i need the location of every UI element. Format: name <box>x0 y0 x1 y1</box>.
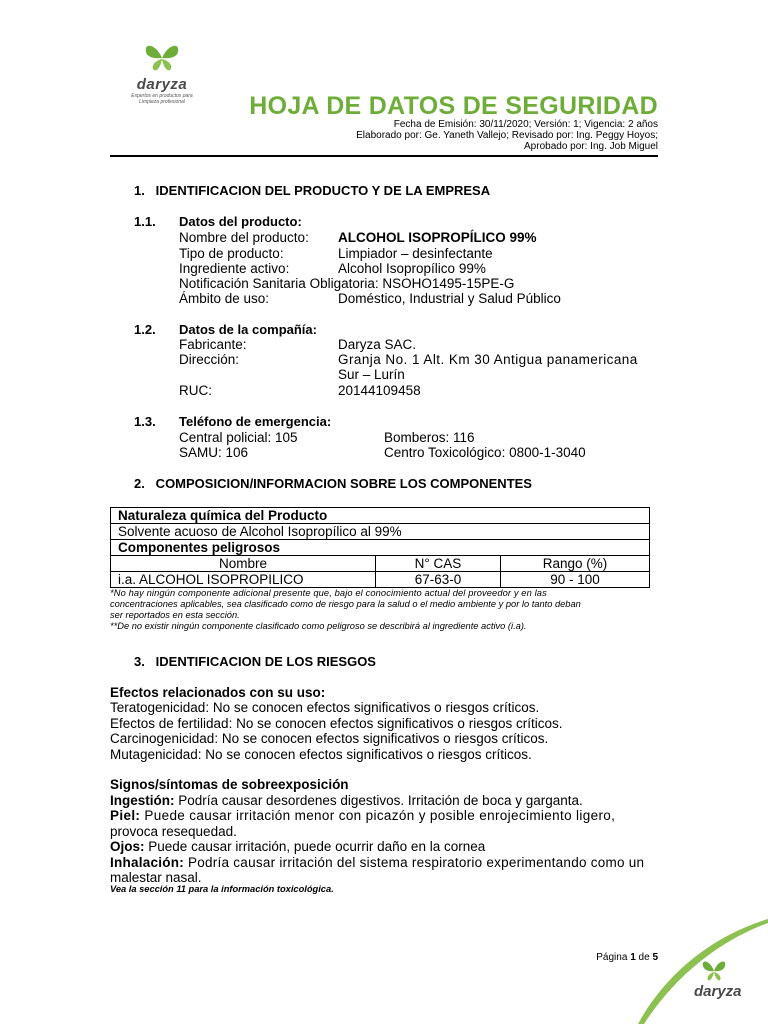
ruc-label: RUC: <box>179 383 212 398</box>
subsection-1-1-title: Datos del producto: <box>179 214 302 229</box>
ingestion-line <box>110 793 583 808</box>
skin-text: Puede causar irritación menor con picazón y posible enrojecimiento ligero, <box>144 808 616 823</box>
use-scope-label: Ámbito de uso: <box>179 291 270 306</box>
toxicology-reference: Vea la sección 11 para la información toxicológica. <box>110 884 334 894</box>
header-divider <box>110 155 658 157</box>
column-header-cas: N° CAS <box>376 556 501 572</box>
manufacturer-value: Daryza SAC. <box>338 337 417 352</box>
logo-tagline-2: Limpieza profesional <box>139 99 185 105</box>
samu-phone: SAMU: 106 <box>179 445 249 460</box>
ingestion-text: Podría causar desordenes digestivos. Irritación de boca y garganta. <box>178 793 583 808</box>
ingestion-label: Ingestión: <box>110 793 175 808</box>
components-note-line-3: ser reportados en esta sección. <box>110 610 240 620</box>
eyes-line <box>110 839 485 854</box>
authors-info: Elaborado por: Ge. Yaneth Vallejo; Revisado por: Ing. Peggy Hoyos; <box>356 130 658 141</box>
approval-info: Aprobado por: Ing. Job Miguel <box>524 141 658 152</box>
section-2-heading: 2. COMPOSICION/INFORMACION SOBRE LOS COMPONENTES <box>134 476 532 491</box>
table-row <box>111 524 650 540</box>
mutagenicity-text: Mutagenicidad: No se conocen efectos significativos o riesgos críticos. <box>110 747 532 762</box>
use-scope-value: Doméstico, Industrial y Salud Público <box>338 291 561 306</box>
police-phone: Central policial: 105 <box>179 430 298 445</box>
inhalation-text-line-2: malestar nasal. <box>110 870 202 885</box>
logo-tagline-1: Expertos en productos para <box>131 93 193 99</box>
page-total: 5 <box>652 952 658 963</box>
inhalation-line <box>110 855 644 870</box>
product-name-value: ALCOHOL ISOPROPÍLICO 99% <box>338 230 537 245</box>
company-logo <box>130 40 194 105</box>
table-header-row <box>111 556 650 572</box>
inhalation-text: Podría causar irritación del sistema respiratorio experimentando como un <box>188 855 645 870</box>
skin-line <box>110 808 615 823</box>
address-value-line-1: Granja No. 1 Alt. Km 30 Antigua panamericana <box>338 352 638 367</box>
toxicology-phone: Centro Toxicológico: 0800-1-3040 <box>384 445 586 460</box>
component-name-cell: i.a. ALCOHOL ISOPROPILICO <box>111 572 376 588</box>
section-3-heading: 3. IDENTIFICACION DE LOS RIESGOS <box>134 654 376 669</box>
teratogenicity-text: Teratogenicidad: No se conocen efectos significativos o riesgos críticos. <box>110 700 540 715</box>
active-ingredient-value: Alcohol Isopropílico 99% <box>338 261 486 276</box>
address-value-line-2: Sur – Lurín <box>338 367 405 382</box>
subsection-1-2-number: 1.2. <box>134 322 156 337</box>
component-cas-cell: 67-63-0 <box>376 572 501 588</box>
symptoms-title: Signos/síntomas de sobreexposición <box>110 777 349 792</box>
component-range-cell: 90 - 100 <box>501 572 650 588</box>
footer-logo-wordmark: daryza <box>694 983 742 1000</box>
table-row <box>111 508 650 524</box>
manufacturer-label: Fabricante: <box>179 337 247 352</box>
subsection-1-3-title: Teléfono de emergencia: <box>179 414 332 429</box>
ruc-value: 20144109458 <box>338 383 421 398</box>
solvent-description: Solvente acuoso de Alcohol Isopropílico al 99% <box>111 524 650 540</box>
components-note-2: **De no existir ningún componente clasificado como peligroso se describirá al ingrediente activo (i.a). <box>110 621 527 631</box>
fire-phone: Bomberos: 116 <box>384 430 475 445</box>
components-note-line-2: concentraciones aplicables, sea clasificado como de riesgo para la salud o el medio ambiente y por lo tanto deban <box>110 599 581 609</box>
effects-title: Efectos relacionados con su uso: <box>110 685 326 700</box>
column-header-range: Rango (%) <box>501 556 650 572</box>
page-prefix: Página <box>596 952 628 963</box>
footer-swoosh-icon <box>628 909 768 1024</box>
eyes-label: Ojos: <box>110 839 145 854</box>
butterfly-logo-icon <box>142 40 182 74</box>
sanitary-notification: Notificación Sanitaria Obligatoria: NSOHO1495-15PE-G <box>179 276 515 291</box>
table-row <box>111 572 650 588</box>
address-label: Dirección: <box>179 352 240 367</box>
components-table <box>110 507 650 588</box>
hazardous-components-header: Componentes peligrosos <box>111 540 650 556</box>
column-header-name: Nombre <box>111 556 376 572</box>
skin-label: Piel: <box>110 808 141 823</box>
document-title: HOJA DE DATOS DE SEGURIDAD <box>249 92 658 120</box>
footer-corner-logo <box>628 909 768 1024</box>
subsection-1-2-title: Datos de la compañía: <box>179 322 317 337</box>
product-type-value: Limpiador – desinfectante <box>338 246 493 261</box>
active-ingredient-label: Ingrediente activo: <box>179 261 290 276</box>
section-1-heading: 1. IDENTIFICACION DEL PRODUCTO Y DE LA EMPRESA <box>134 183 491 198</box>
emission-info: Fecha de Emisión: 30/11/2020; Versión: 1; Vigencia: 2 años <box>393 119 658 130</box>
page-current: 1 <box>630 952 636 963</box>
fertility-text: Efectos de fertilidad: No se conocen efectos significativos o riesgos críticos. <box>110 716 563 731</box>
chemical-nature-header: Naturaleza química del Producto <box>111 508 650 524</box>
page-mid: de <box>638 952 650 963</box>
product-type-label: Tipo de producto: <box>179 246 284 261</box>
carcinogenicity-text: Carcinogenicidad: No se conocen efectos significativos o riesgos críticos. <box>110 731 549 746</box>
components-note-line-1: *No hay ningún componente adicional presente que, bajo el conocimiento actual del proveedor y en las <box>110 588 547 598</box>
product-name-label: Nombre del producto: <box>179 230 309 245</box>
logo-wordmark: daryza <box>136 76 188 93</box>
eyes-text: Puede causar irritación, puede ocurrir daño en la cornea <box>148 839 486 854</box>
subsection-1-3-number: 1.3. <box>134 414 156 429</box>
table-row <box>111 540 650 556</box>
skin-text-line-2: provoca resequedad. <box>110 824 237 839</box>
inhalation-label: Inhalación: <box>110 855 185 870</box>
subsection-1-1-number: 1.1. <box>134 214 156 229</box>
